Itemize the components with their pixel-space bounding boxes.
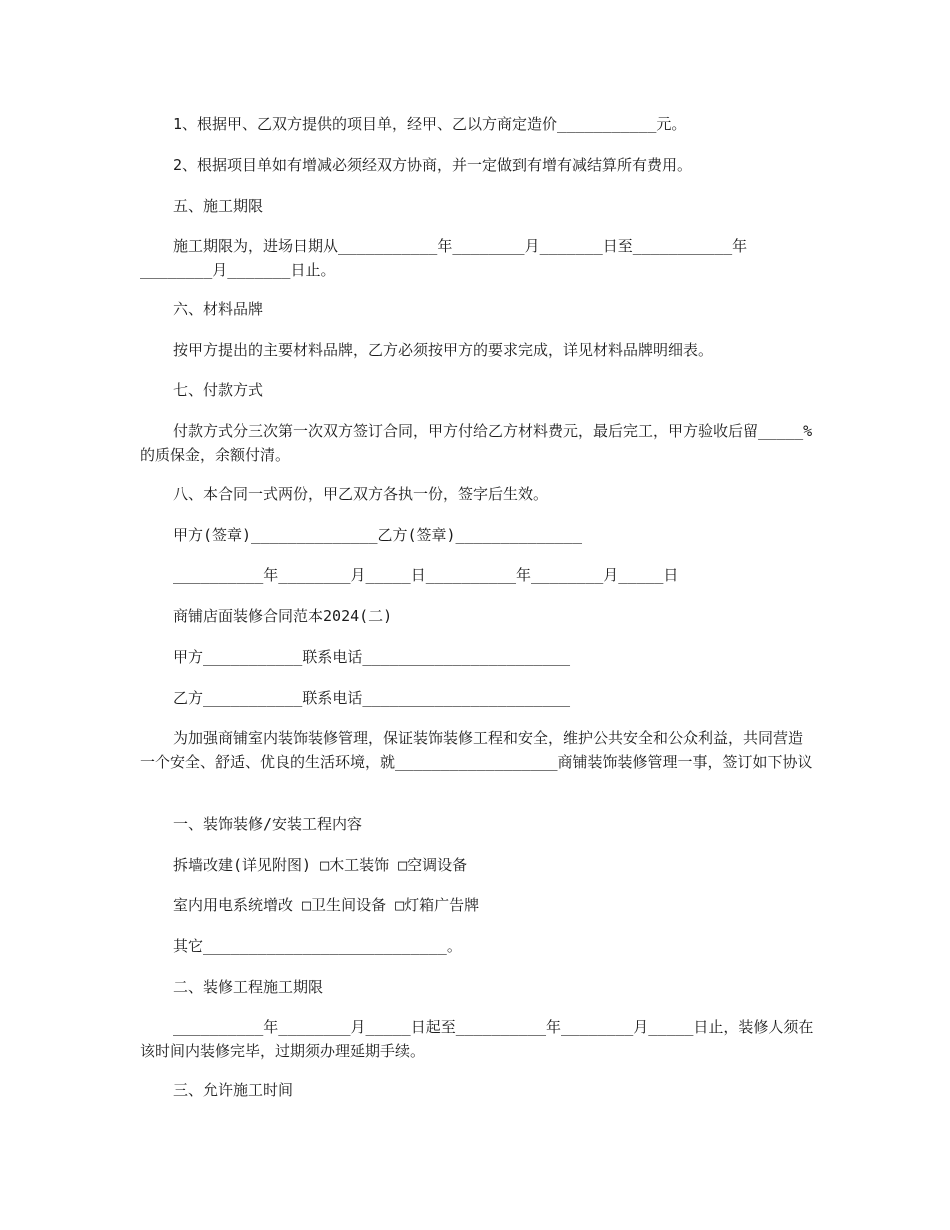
party-a-contact: 甲方___________联系电话_______________________	[173, 648, 571, 666]
document-subtitle: 商铺店面装修合同范本2024(二)	[173, 607, 393, 625]
section-heading-1: 一、装饰装修/安装工程内容	[173, 815, 363, 833]
clause-adjustment: 2、根据项目单如有增减必须经双方协商，并一定做到有增有减结算所有费用。	[173, 156, 693, 174]
section-heading-2: 二、装修工程施工期限	[173, 978, 324, 996]
clause-construction-period: 施工期限为，进场日期从___________年________月_______日至___________年________月_______日止。	[140, 237, 748, 279]
party-b-contact: 乙方___________联系电话_______________________	[173, 689, 571, 707]
section-heading-5: 五、施工期限	[173, 197, 264, 215]
work-items-line-2: 室内用电系统增改 □卫生间设备 □灯箱广告牌	[173, 896, 480, 914]
clause-decoration-period: __________年________月_____日起至__________年________月_____日止，装修人须在该时间内装修完毕，过期须办理延期手续。	[140, 1018, 814, 1060]
signature-line: 甲方(签章)______________乙方(签章)______________	[173, 526, 582, 544]
signature-date-line: __________年________月_____日__________年________月_____日	[173, 566, 679, 584]
section-heading-3: 三、允许施工时间	[173, 1081, 294, 1099]
section-heading-7: 七、付款方式	[173, 381, 264, 399]
clause-price: 1、根据甲、乙双方提供的项目单，经甲、乙以方商定造价___________元。	[173, 115, 687, 133]
section-heading-6: 六、材料品牌	[173, 300, 264, 318]
clause-copies: 八、本合同一式两份，甲乙双方各执一份，签字后生效。	[173, 485, 549, 503]
clause-material-brand: 按甲方提出的主要材料品牌，乙方必须按甲方的要求完成，详见材料品牌明细表。	[173, 341, 714, 359]
work-items-line-1: 拆墙改建(详见附图) □木工装饰 □空调设备	[173, 856, 468, 874]
work-items-other: 其它___________________________。	[173, 937, 462, 955]
clause-payment: 付款方式分三次第一次双方签订合同，甲方付给乙方材料费元，最后完工，甲方验收后留_____%的质保金，余额付清。	[140, 422, 813, 464]
preamble: 为加强商铺室内装饰装修管理，保证装饰装修工程和安全，维护公共安全和公众利益，共同营造一个安全、舒适、优良的生活环境，就__________________商铺装饰装修管理一事，签订如下协议	[140, 729, 813, 771]
